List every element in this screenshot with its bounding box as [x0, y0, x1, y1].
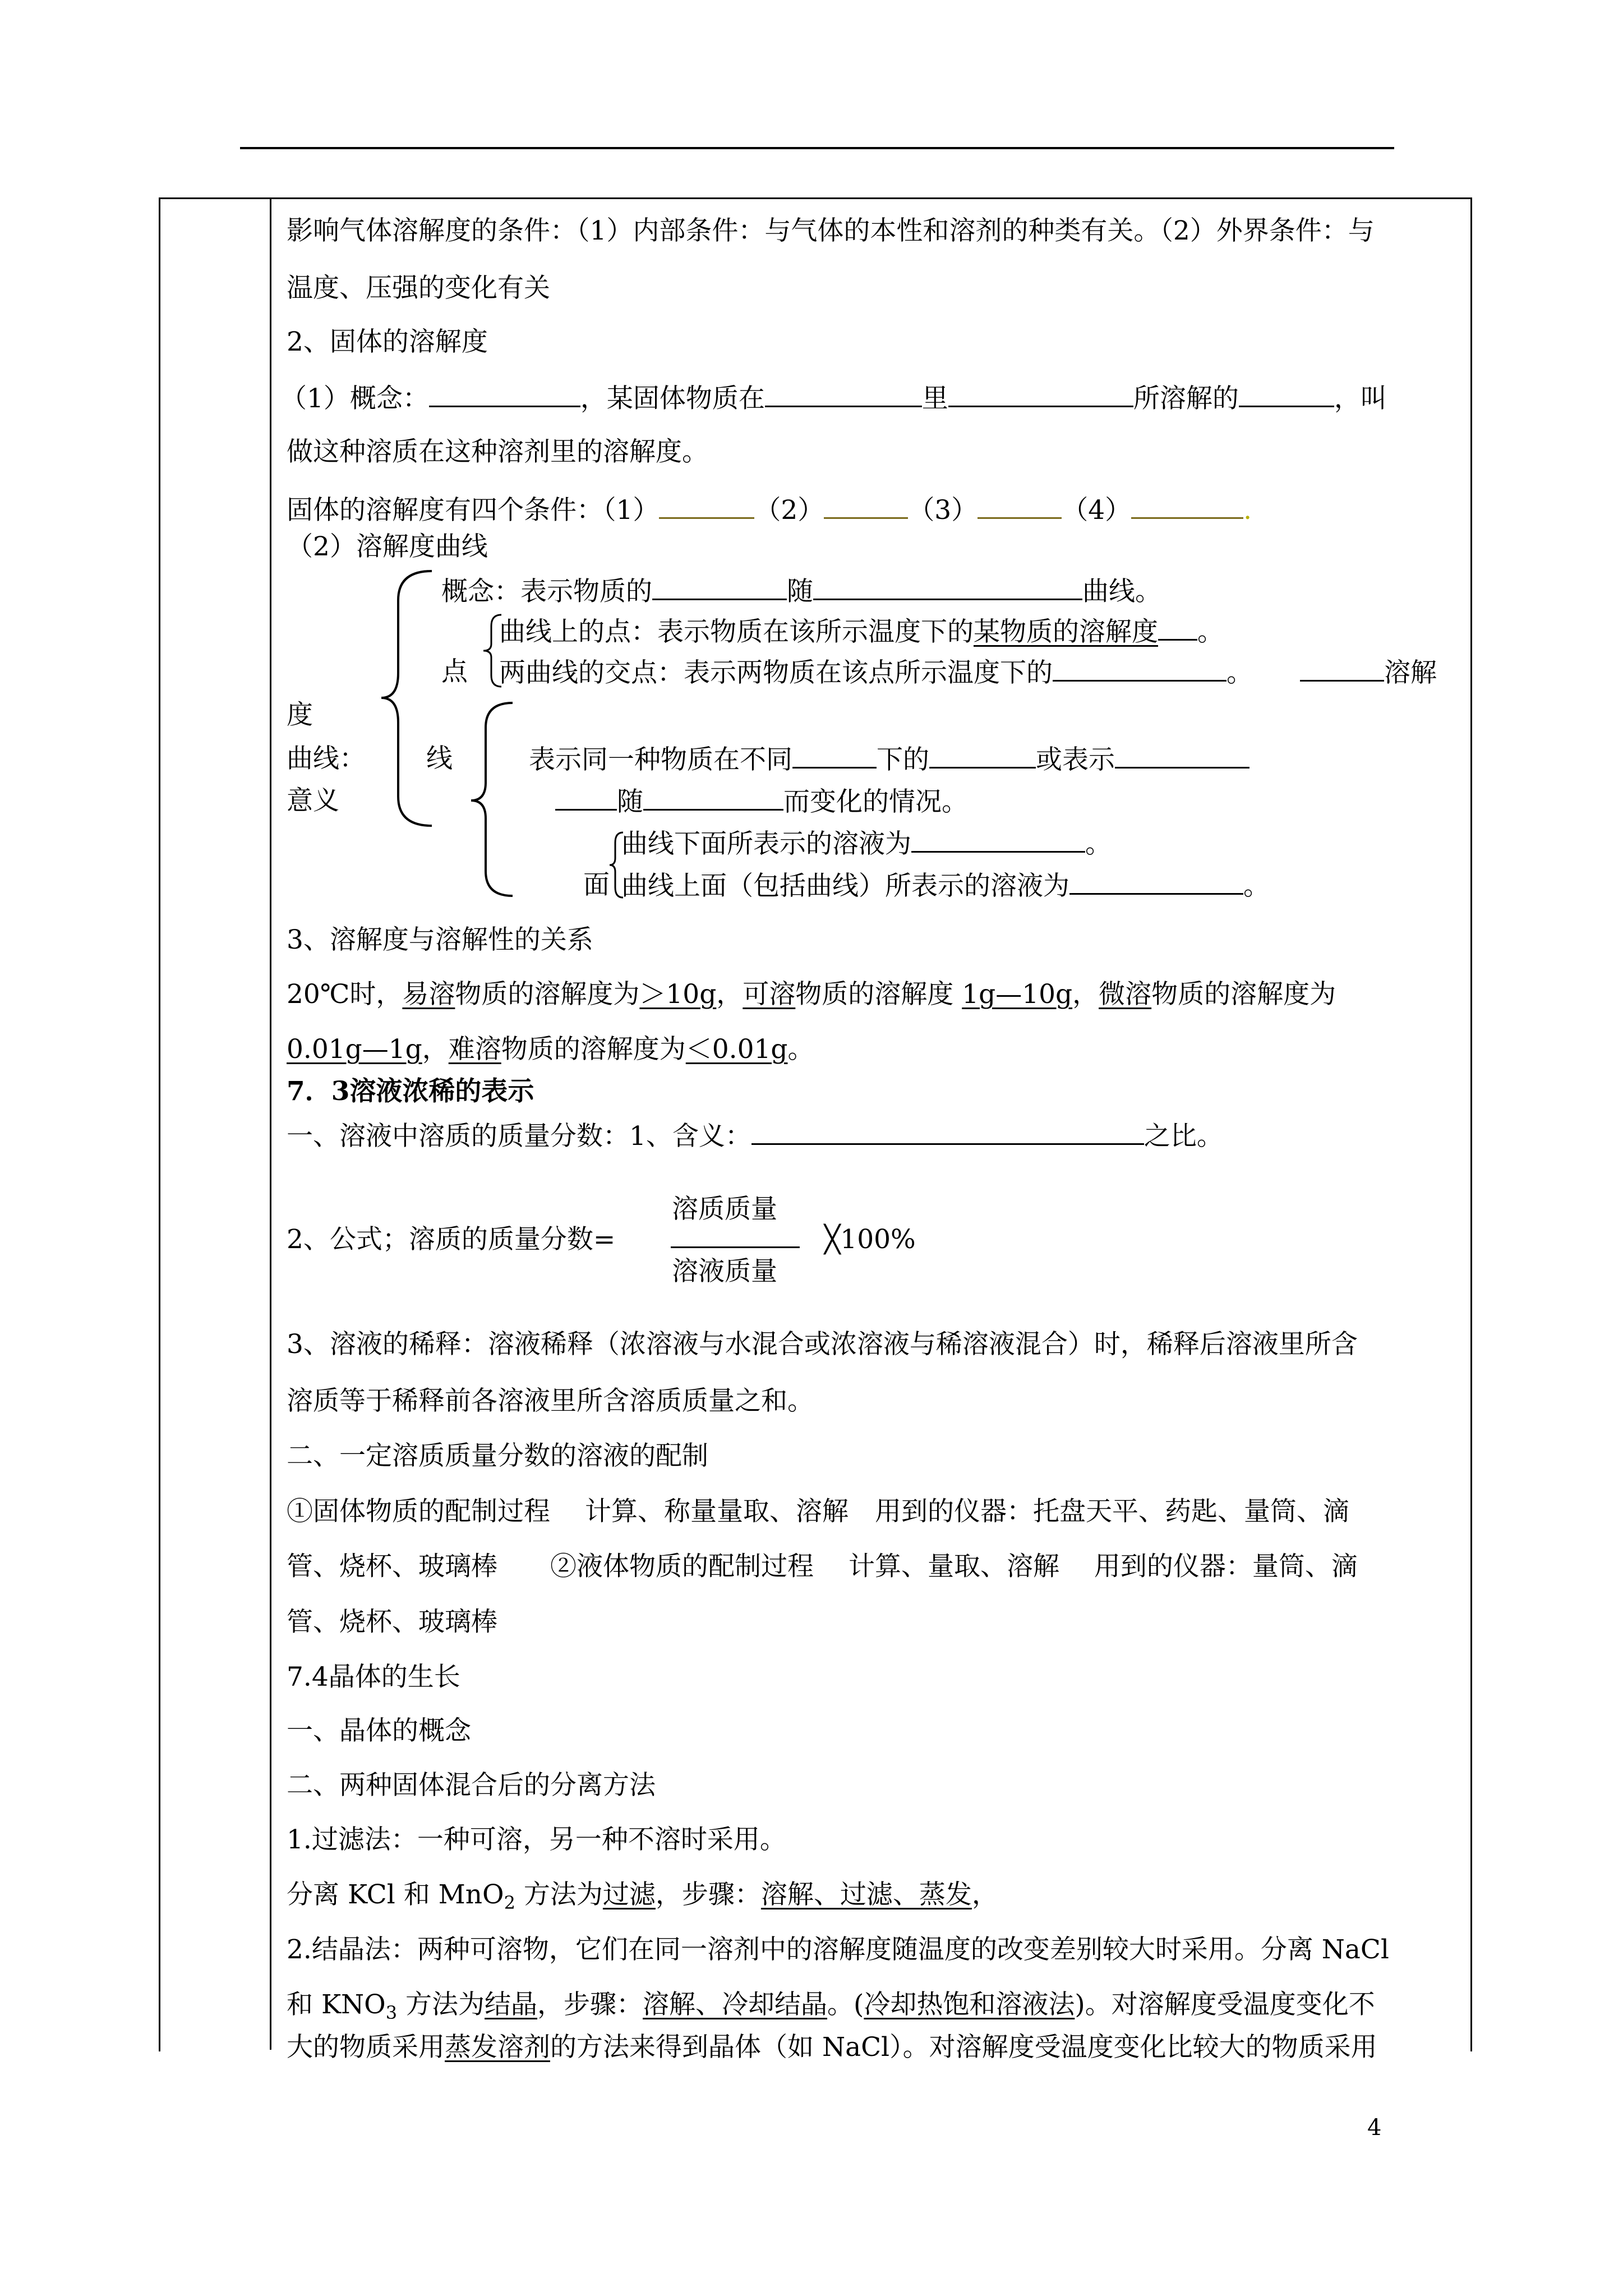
- relation-line-1: 20℃时，易溶物质的溶解度为＞10g，可溶物质的溶解度 1g—10g，微溶物质的溶解度为: [287, 979, 1336, 1010]
- curve-solubility-label: 溶解: [1300, 655, 1437, 690]
- crystallization-line-3: 大的物质采用蒸发溶剂的方法来得到晶体（如 NaCl）。对溶解度受温度变化比较大的物质采用: [287, 2032, 1377, 2063]
- page-number: 4: [1367, 2115, 1382, 2141]
- header-rule: [240, 147, 1394, 149]
- fraction-bar: [671, 1246, 800, 1248]
- solid-concept-line: （1）概念： ，某固体物质在 里 所溶解的 ，叫: [280, 381, 1387, 416]
- crystallization-line-1: 2.结晶法：两种可溶物，它们在同一溶剂中的溶解度随温度的改变差别较大时采用。分离 NaCl: [287, 1934, 1389, 1965]
- formula-label: 2、公式；溶质的质量分数=: [287, 1224, 616, 1255]
- separation-heading: 二、两种固体混合后的分离方法: [287, 1770, 656, 1801]
- curve-quxian: 曲线：: [287, 743, 366, 774]
- crystallization-line-2: 和 $KNO_3$ 方法为结晶，步骤：溶解、冷却结晶。(冷却热饱和溶液法)。对溶解度受温度变化不: [287, 1989, 1375, 2023]
- curve-point-1: 曲线上的点：表示物质在该所示温度下的某物质的溶解度 。: [499, 614, 1224, 649]
- formula-denominator: 溶液质量: [672, 1256, 777, 1287]
- filtration-method: 1.过滤法：一种可溶，另一种不溶时采用。: [287, 1824, 786, 1855]
- preparation-line-3: 管、烧杯、玻璃棒: [287, 1607, 497, 1637]
- curve-point-2: 两曲线的交点：表示两物质在该点所示温度下的 。: [499, 655, 1253, 690]
- curve-face-2: 曲线上面（包括曲线）所表示的溶液为 。: [621, 868, 1270, 903]
- preparation-line-2: 管、烧杯、玻璃棒 ②液体物质的配制过程 计算、量取、溶解 用到的仪器：量筒、滴: [287, 1551, 1358, 1582]
- curve-face-1: 曲线下面所表示的溶液为 。: [621, 826, 1112, 861]
- formula-numerator: 溶质质量: [672, 1194, 777, 1225]
- kcl-separation: 分离 KCl 和 MnO$_2$ 方法为过滤，步骤：溶解、过滤、蒸发，: [287, 1879, 998, 1913]
- brace-line: [465, 698, 516, 900]
- relation-line-2: 0.01g—1g，难溶物质的溶解度为＜0.01g。: [287, 1034, 814, 1065]
- section-7-3-title: 7．3溶液浓稀的表示: [287, 1076, 534, 1107]
- solid-conditions: 固体的溶解度有四个条件：（1） （2） （3） （4） .: [287, 493, 1252, 527]
- curve-du: 度: [287, 700, 313, 730]
- curve-heading: （2）溶解度曲线: [287, 531, 488, 562]
- mass-fraction-meaning: 一、溶液中溶质的质量分数：1、含义： 之比。: [287, 1119, 1223, 1153]
- dilution-line-2: 溶质等于稀释前各溶液里所含溶质质量之和。: [287, 1386, 814, 1416]
- section-7-4-title: 7.4晶体的生长: [287, 1662, 460, 1692]
- preparation-line-1: ①固体物质的配制过程 计算、称量量取、溶解 用到的仪器：托盘天平、药匙、量筒、滴: [287, 1496, 1349, 1527]
- solid-heading: 2、固体的溶解度: [287, 326, 488, 357]
- curve-concept: 概念：表示物质的 随 曲线。: [441, 574, 1161, 609]
- crystal-concept: 一、晶体的概念: [287, 1715, 471, 1746]
- curve-line-1: 表示同一种物质在不同 下的 或表示: [529, 742, 1249, 777]
- preparation-heading: 二、一定溶质质量分数的溶液的配制: [287, 1441, 708, 1471]
- brace-point: [481, 611, 504, 690]
- curve-face-label: 面: [583, 869, 610, 900]
- dilution-line-1: 3、溶液的稀释：溶液稀释（浓溶液与水混合或浓溶液与稀溶液混合）时，稀释后溶液里所含: [287, 1329, 1358, 1360]
- brace-face: [608, 829, 625, 902]
- gas-line-1: 影响气体溶解度的条件：（1）内部条件：与气体的本性和溶剂的种类有关。（2）外界条件：与: [287, 215, 1375, 246]
- curve-line-2: 随 而变化的情况。: [555, 784, 968, 819]
- formula-times: ╳100%: [824, 1224, 916, 1255]
- curve-point-label: 点: [441, 656, 468, 687]
- curve-yiyi: 意义: [287, 785, 339, 816]
- relation-heading: 3、溶解度与溶解性的关系: [287, 924, 593, 955]
- curve-line-label: 线: [426, 743, 453, 774]
- brace-main: [376, 567, 437, 830]
- solid-concept-line-2: 做这种溶质在这种溶剂里的溶解度。: [287, 436, 708, 467]
- table-column-divider: [270, 197, 271, 2050]
- gas-line-2: 温度、压强的变化有关: [287, 273, 550, 303]
